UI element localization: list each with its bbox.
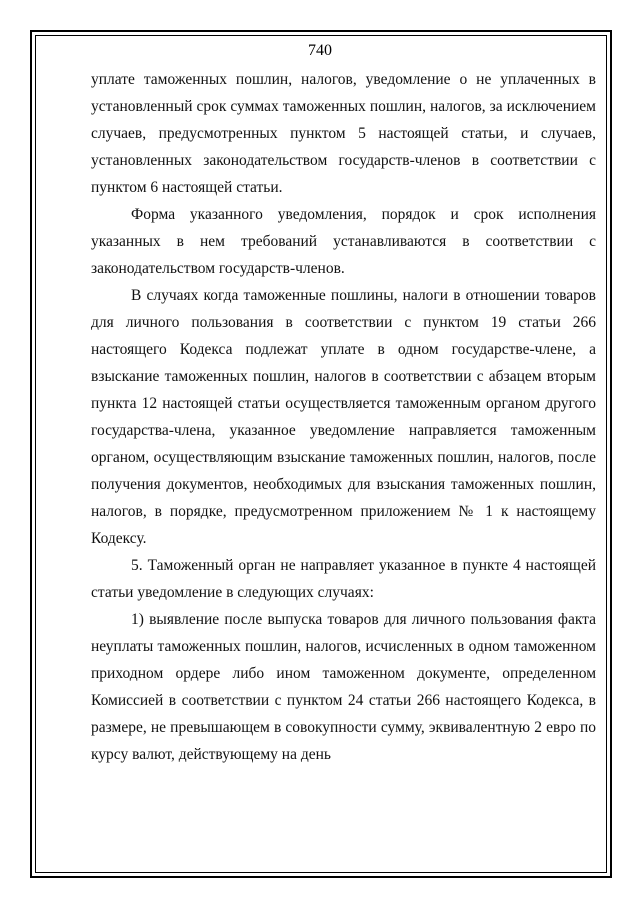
paragraph: В случаях когда таможенные пошлины, налоги в отношении товаров для личного пользования в соответствии с пунктом 19 статьи 266 настоящего Кодекса подлежат уплате в одном государстве-члене, а взыскание таможенных пошлин, налогов в соответствии с абзацем вторым пункта 12 настоящей статьи осуществляется таможенным органом другого государства-члена, указанное уведомление направляется таможенным органом, осуществляющим взыскание таможенных пошлин, налогов, после получения документов, необходимых для взыскания таможенных пошлин, налогов, в порядке, предусмотренном приложением № 1 к настоящему Кодексу. — [91, 287, 596, 547]
paragraph-subpoint-1: 1) выявление после выпуска товаров для личного пользования факта неуплаты таможенных пошлин, налогов, исчисленных в одном таможенном приходном ордере либо ином таможенном документе, определенном Комиссией в соответствии с пунктом 24 статьи 266 настоящего Кодекса, в размере, не превышающем в совокупности сумму, эквивалентную 2 евро по курсу валют, действующему на день — [91, 611, 596, 763]
page-number: 740 — [308, 42, 332, 59]
paragraph-continuation: уплате таможенных пошлин, налогов, уведомление о не уплаченных в установленный срок суммах таможенных пошлин, налогов, за исключением случаев, предусмотренных пунктом 5 настоящей статьи, и случаев, установленных законодательством государств-членов в соответствии с пунктом 6 настоящей статьи. — [91, 71, 596, 196]
paragraph: Форма указанного уведомления, порядок и срок исполнения указанных в нем требований устанавливаются в соответствии с законодательством государств-членов. — [91, 206, 596, 277]
document-body — [91, 66, 596, 768]
paragraph-point-5: 5. Таможенный орган не направляет указанное в пункте 4 настоящей статьи уведомление в следующих случаях: — [91, 557, 596, 601]
